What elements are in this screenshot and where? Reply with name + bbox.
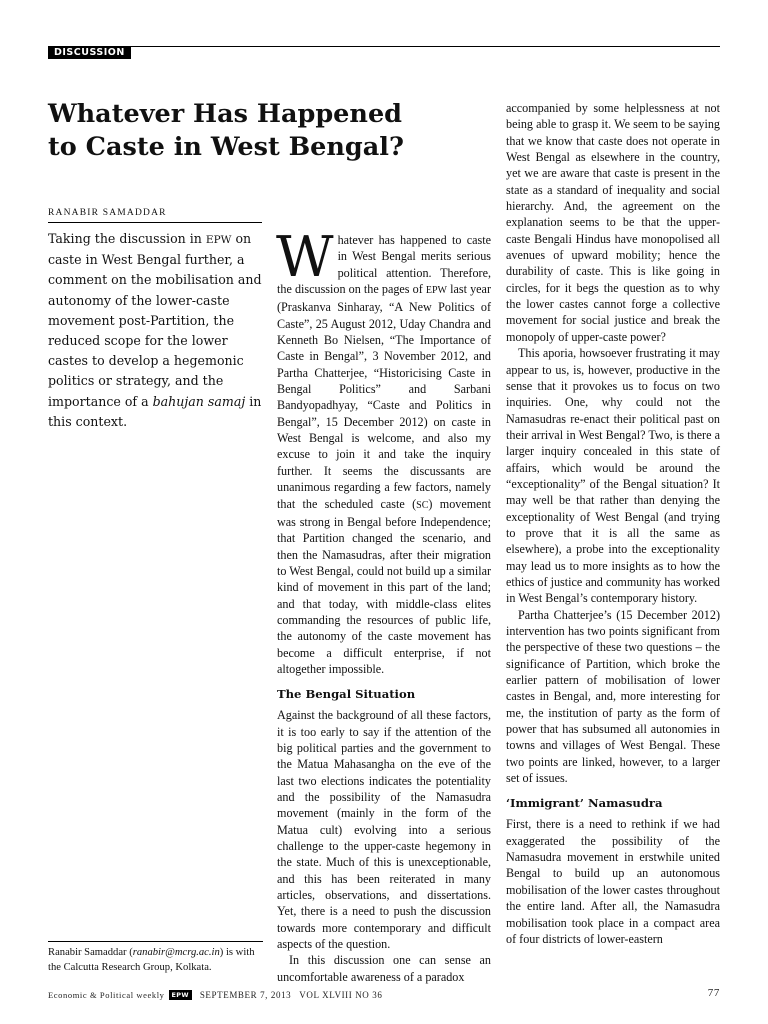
author-note-text-2: ) is with the Calcutta Research Group, Kolkata.	[48, 947, 255, 973]
page-footer	[48, 987, 720, 1003]
drop-cap: W	[276, 225, 334, 290]
author-name: RANABIR SAMADDAR	[48, 208, 167, 218]
issue-volume: VOL XLVIII NO 36	[299, 990, 383, 1000]
body-paragraph-6: Partha Chatterjee’s (15 December 2012) intervention has two points significant from the perspective of these two questions – the significance of Partition, which broke the earlier pattern of mobilisation of lower castes in Bengal, and, more interesting for me, the institution of party as the form of power that has subsumed all autonomies in towns and villages of West Bengal. These two points are linked, however, to a larger set of issues.	[506, 607, 720, 786]
subhead-bengal-situation: The Bengal Situation	[277, 687, 416, 702]
body-paragraph-3: In this discussion one can sense an uncomfortable awareness of a paradox	[277, 953, 491, 984]
abstract-bahujan: bahujan samaj	[152, 393, 246, 409]
author-email[interactable]: ranabir@mcrg.ac.in	[132, 947, 220, 958]
issue-date: SEPTEMBER 7, 2013	[199, 990, 292, 1000]
author-note-text-1: Ranabir Samaddar (	[48, 947, 133, 958]
paragraph-1-sc: SC	[416, 499, 429, 511]
abstract-epw: EPW	[205, 234, 232, 246]
epw-logo: EPW	[169, 990, 192, 1000]
paragraph-1-text-b: last year (Praskanva Sinharay, “A New Politics of Caste”, 25 August 2012, Uday Chandra and Kenneth Bo Nielsen, “The Importance of Caste in Bengal”, 3 November 2012, and Partha Chatterjee, “Historicising Caste in Bengal Politics” and Sarbani Bandyopadhyay, “Caste and Politics in Bengal”, 15 December 2012) on caste in West Bengal is welcome, and also my excuse to join it and take the inquiry further. It seems the discussants are unanimous regarding a few factors, namely that the scheduled caste (	[277, 282, 491, 511]
article-title	[48, 98, 408, 164]
paragraph-1-text-a: hatever has happened to caste in West Bengal merits serious political attention. Therefore, the discussion on the pages of	[277, 233, 491, 297]
abstract-text-3: in this context.	[48, 393, 262, 429]
abstract	[48, 229, 263, 432]
body-paragraph-7: First, there is a need to rethink if we had exaggerated the possibility of the Namasudra movement in erstwhile united Bengal to build up an autonomous mobilisation of the lower castes throughout the entire land. After all, the Namasudra mobilisation took place in a compact area of four districts of lower-eastern	[506, 817, 720, 946]
footer-left	[48, 990, 382, 1000]
section-bar	[48, 46, 720, 59]
journal-name: Economic & Political weekly	[48, 990, 165, 1000]
abstract-text-1: Taking the discussion in	[48, 231, 206, 246]
body-paragraph-1	[276, 225, 491, 677]
title-line-1: Whatever Has Happened	[48, 99, 402, 129]
title-line-2: to Caste in West Bengal?	[48, 132, 404, 162]
page-number: 77	[707, 987, 720, 999]
body-column-middle	[276, 225, 491, 985]
paragraph-1-epw: EPW	[425, 285, 447, 297]
body-paragraph-2: Against the background of all these factors, it is too early to say if the attention of the big political parties and the government to the Matua Mahasangha on the eve of the last two elections indicates the potentiality and the possibility of the Namasudra movement (mainly in the form of the Matua cult) evolving into a serious challenge to the upper-caste hegemony in the state. Much of this is unexceptionable, and this has been reiterated in many articles, observations, and dissertations. Yet, there is a need to push the discussion towards more contemporary and difficult aspects of the question.	[277, 708, 491, 952]
subhead-immigrant-namasudra: ‘Immigrant’ Namasudra	[506, 796, 663, 811]
section-tag: DISCUSSION	[48, 47, 131, 59]
paragraph-1-text-c: ) movement was strong in Bengal before Independence; that Partition changed the scenario, and then the Namasudras, after their migration to West Bengal, could not build up a similar kind of movement in this part of the land; and that today, with middle-class elites commanding the resources of public life, the autonomy of the caste movement has become a difficult enterprise, if not altogether impossible.	[277, 496, 491, 676]
author-note	[48, 941, 263, 975]
abstract-text-2: on caste in West Bengal further, a comment on the mobilisation and autonomy of the lower-caste movement post-Partition, the reduced scope for the lower castes to develop a hegemonic politics or strategy, and the importance of a	[48, 231, 262, 409]
body-paragraph-5: This aporia, howsoever frustrating it may appear to us, is, however, productive in the sense that it provokes us to focus on two inquiries. One, why could not the Namasudras re-enact their political past on their arrival in West Bengal? Two, is there a larger inquiry concealed in this state of affairs, which would be around the “exceptionality” of the Bengal situation? It may well be that rather than denying the exceptionality of West Bengal (and trying to prove that it is all the same as elsewhere), a probe into the exceptionality may lead us to more insights as to how the ethics of justice and community has worked in West Bengal’s contemporary history.	[506, 346, 720, 606]
body-paragraph-4: accompanied by some helplessness at not being able to grasp it. We seem to be saying that we know that caste does not operate in West Bengal as elsewhere in the country, yet we are aware that caste is present in the state as a standard of inequality and social hierarchy. And, the agreement on the explanation seems to be that the upper-caste Bengali Hindus have monopolised all avenues of upward mobility; hence the durability of caste. This is like going in circles, for it begs the question as to why the lower castes cannot forge a collective movement for social justice and break the monopoly of upper-caste power?	[506, 101, 720, 344]
body-column-right	[506, 100, 720, 947]
byline	[48, 202, 262, 223]
